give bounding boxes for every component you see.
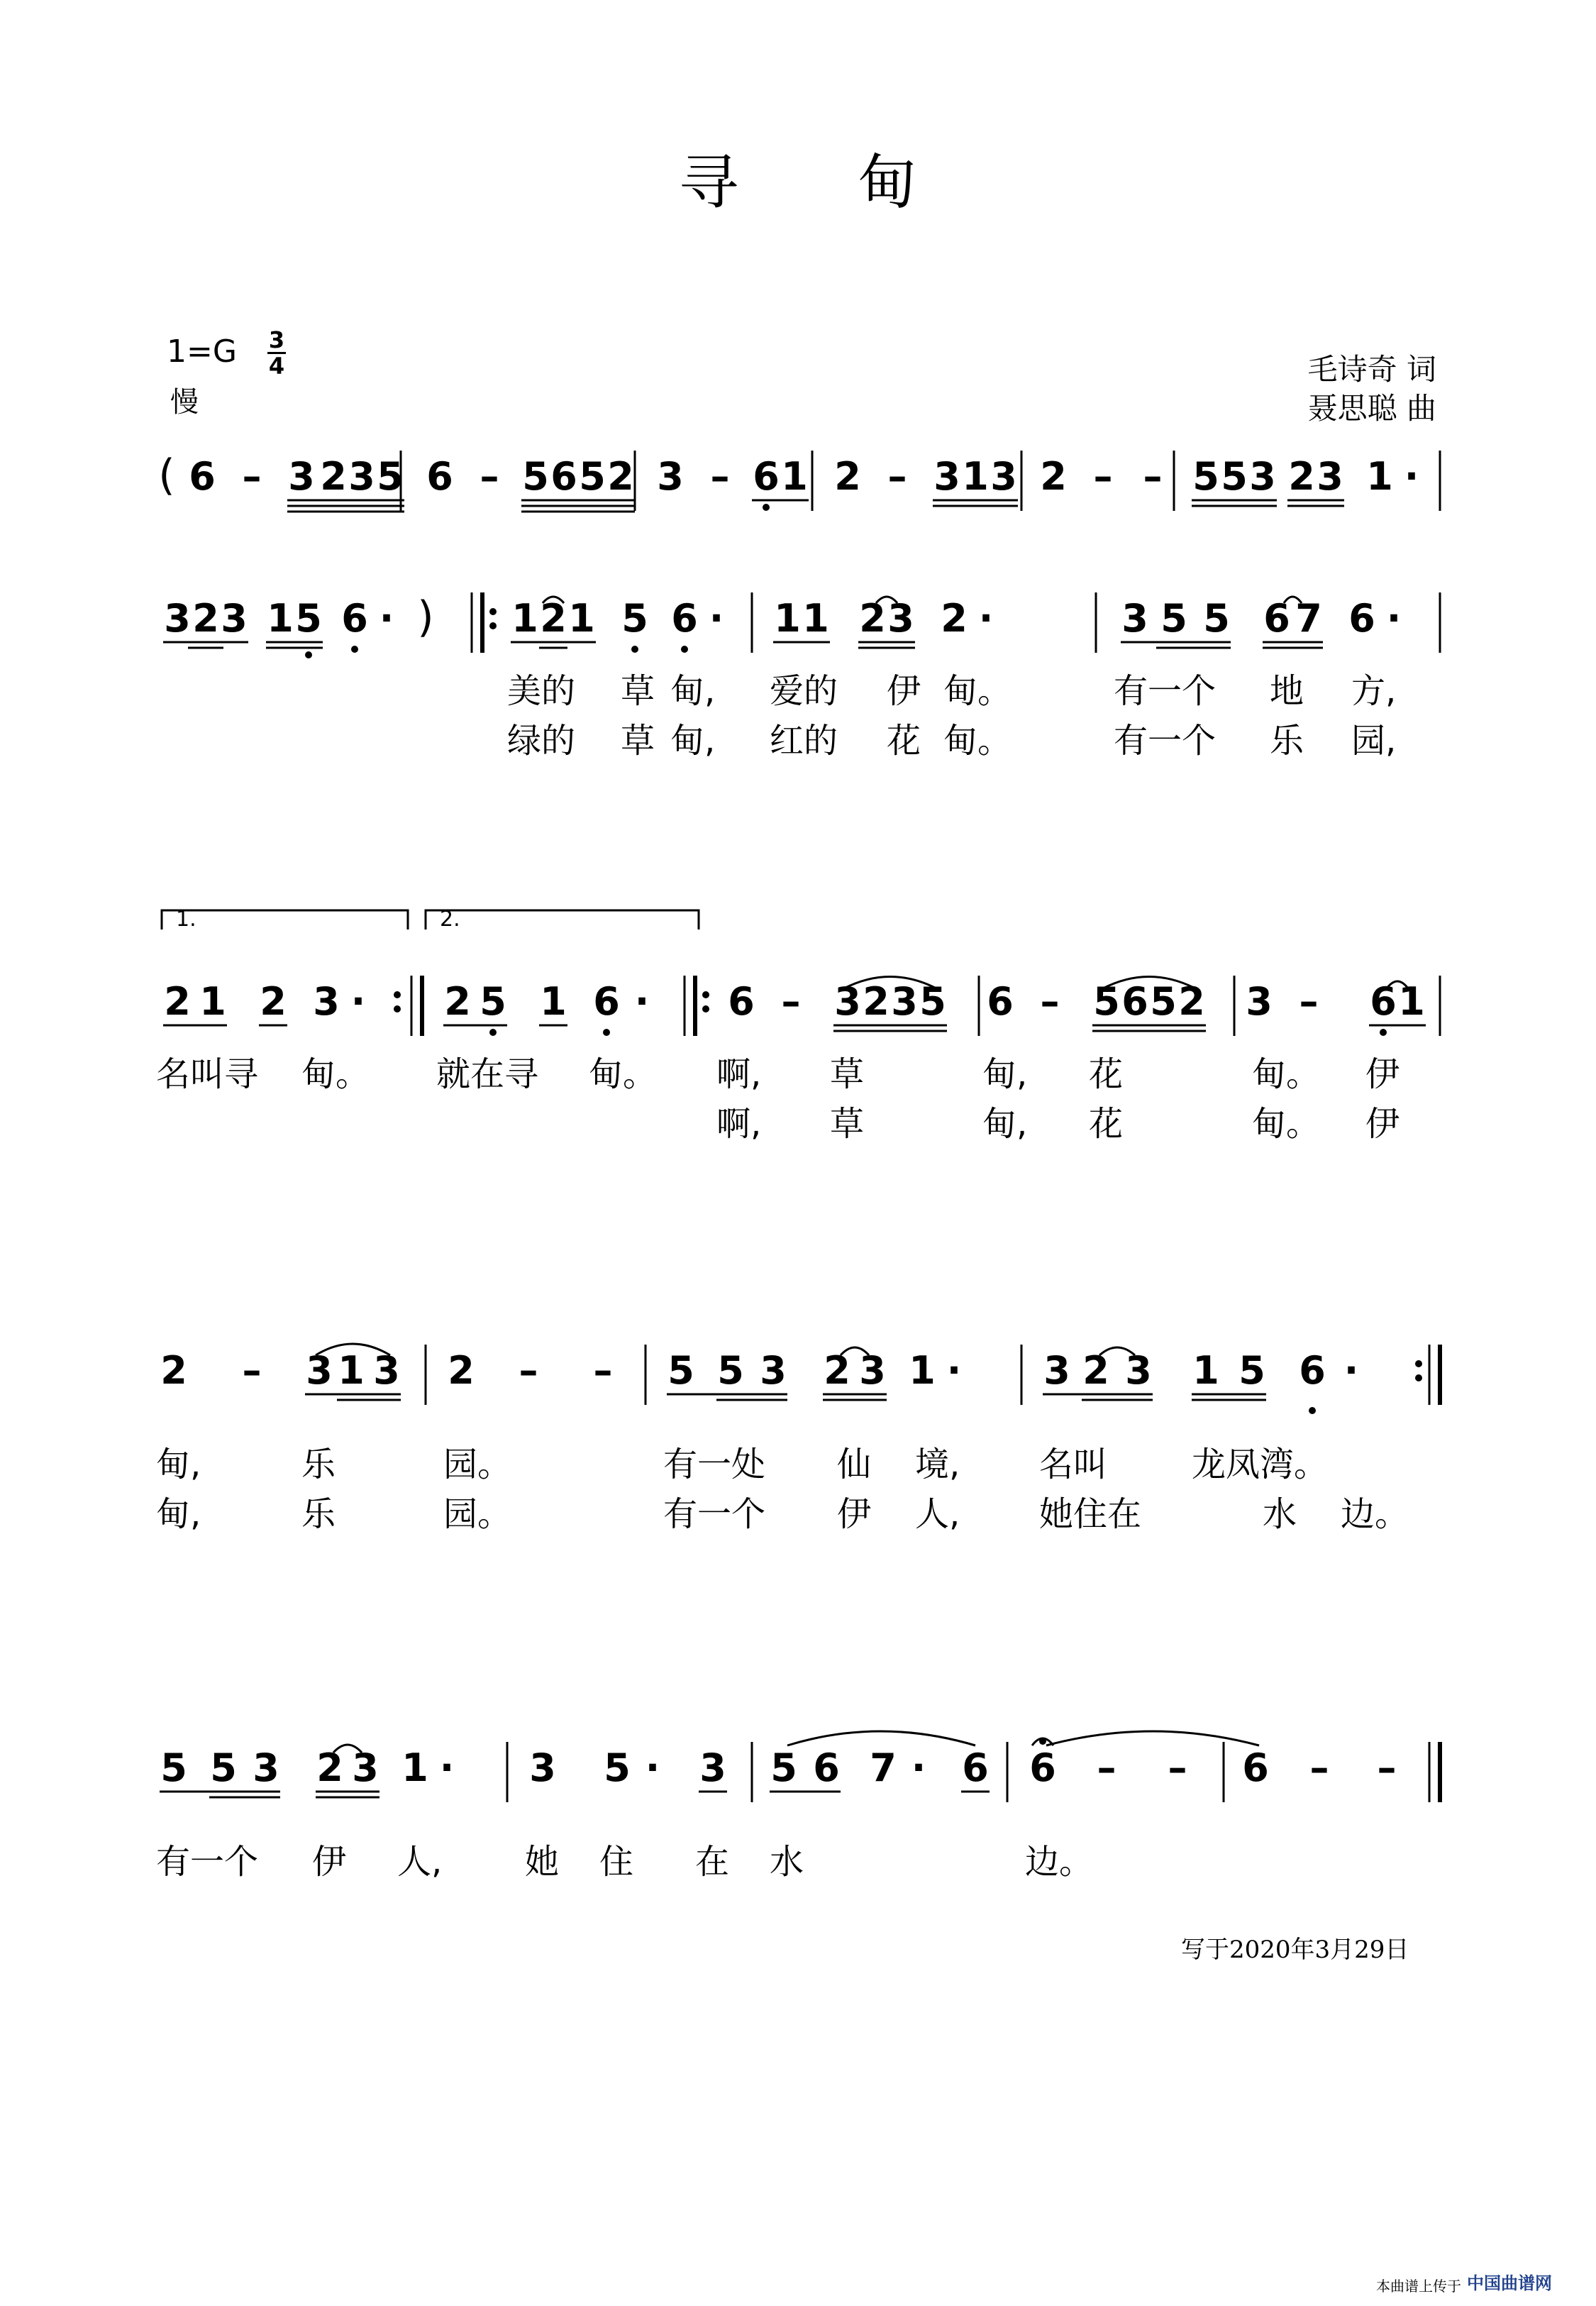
svg-text:5: 5 bbox=[770, 1745, 797, 1790]
staff-line-4 bbox=[0, 1313, 1596, 1419]
svg-text:6: 6 bbox=[550, 454, 577, 499]
svg-text:·: · bbox=[709, 596, 724, 641]
svg-text:3: 3 bbox=[657, 454, 684, 499]
svg-text:·: · bbox=[645, 1745, 660, 1790]
svg-text:3: 3 bbox=[221, 596, 248, 641]
svg-text:5: 5 bbox=[1093, 979, 1120, 1024]
svg-text:1: 1 bbox=[909, 1348, 936, 1393]
lyricist-credit: 毛诗奇 词 bbox=[1307, 352, 1436, 387]
svg-text:6: 6 bbox=[1242, 1745, 1269, 1790]
lyrics-line-3-verse-2: 啊, 草 甸, 花 甸。 伊 bbox=[716, 1104, 1400, 1144]
svg-text:2: 2 bbox=[260, 979, 287, 1024]
svg-text:–: – bbox=[1309, 1745, 1329, 1790]
svg-text:2: 2 bbox=[316, 1745, 343, 1790]
lyrics-line-3-verse-1: 名叫寻 甸。 就在寻 甸。 啊, 草 甸, 花 甸。 伊 bbox=[156, 1054, 1400, 1094]
svg-text:3: 3 bbox=[1125, 1348, 1152, 1393]
svg-text:5: 5 bbox=[1203, 596, 1230, 641]
svg-text:2: 2 bbox=[1082, 1348, 1109, 1393]
svg-text:2: 2 bbox=[444, 979, 471, 1024]
svg-text:–: – bbox=[1168, 1745, 1187, 1790]
svg-text:1: 1 bbox=[1366, 454, 1393, 499]
svg-text:3: 3 bbox=[1121, 596, 1148, 641]
svg-text:–: – bbox=[242, 454, 262, 499]
svg-text:2: 2 bbox=[834, 454, 861, 499]
svg-text:7: 7 bbox=[1295, 596, 1322, 641]
notation-line-4 bbox=[0, 1313, 1596, 1455]
svg-text:1: 1 bbox=[199, 979, 226, 1024]
svg-text:5: 5 bbox=[1160, 596, 1187, 641]
svg-text:1: 1 bbox=[1398, 979, 1425, 1024]
svg-text:1: 1 bbox=[568, 596, 595, 641]
volta-1-label: 1. bbox=[176, 907, 196, 932]
svg-text:2: 2 bbox=[164, 979, 191, 1024]
svg-text:6: 6 bbox=[189, 454, 216, 499]
svg-text:3: 3 bbox=[891, 979, 918, 1024]
svg-text:2: 2 bbox=[320, 454, 347, 499]
svg-text:1: 1 bbox=[338, 1348, 365, 1393]
svg-text:–: – bbox=[1097, 1745, 1116, 1790]
svg-text:·: · bbox=[1343, 1348, 1359, 1393]
svg-text:5: 5 bbox=[295, 596, 322, 641]
svg-text:6: 6 bbox=[1299, 1348, 1326, 1393]
svg-text:2: 2 bbox=[160, 1348, 187, 1393]
svg-text:·: · bbox=[1386, 596, 1402, 641]
svg-text:–: – bbox=[1299, 979, 1319, 1024]
svg-text:2: 2 bbox=[859, 596, 886, 641]
svg-text:5: 5 bbox=[210, 1745, 237, 1790]
svg-text:3: 3 bbox=[990, 454, 1017, 499]
svg-text:(: ( bbox=[158, 451, 175, 500]
lyrics-line-5-verse-1: 有一个 伊 人, 她 住 在 水 边。 bbox=[156, 1842, 1094, 1882]
svg-text:3: 3 bbox=[887, 596, 914, 641]
composition-date: 写于2020年3月29日 bbox=[1181, 1936, 1409, 1964]
svg-text:–: – bbox=[242, 1348, 262, 1393]
svg-text:1: 1 bbox=[401, 1745, 428, 1790]
svg-text:5: 5 bbox=[522, 454, 549, 499]
svg-text:1: 1 bbox=[962, 454, 989, 499]
svg-text:–: – bbox=[1093, 454, 1113, 499]
svg-text:3: 3 bbox=[288, 454, 315, 499]
svg-text:5: 5 bbox=[1192, 454, 1219, 499]
svg-text:·: · bbox=[946, 1348, 962, 1393]
svg-text:1: 1 bbox=[774, 596, 801, 641]
time-signature: 3 4 bbox=[268, 326, 285, 380]
svg-text:6: 6 bbox=[1121, 979, 1148, 1024]
svg-text:2: 2 bbox=[1288, 454, 1315, 499]
svg-text:1: 1 bbox=[511, 596, 538, 641]
svg-text:2: 2 bbox=[1178, 979, 1205, 1024]
notation-line-5 bbox=[0, 1710, 1596, 1852]
svg-text:5: 5 bbox=[579, 454, 606, 499]
svg-text:3: 3 bbox=[253, 1745, 279, 1790]
svg-text:3: 3 bbox=[760, 1348, 787, 1393]
svg-text:–: – bbox=[1040, 979, 1060, 1024]
svg-text:3: 3 bbox=[1317, 454, 1343, 499]
svg-text:3: 3 bbox=[834, 979, 861, 1024]
svg-text:·: · bbox=[911, 1745, 926, 1790]
upload-note: 本曲谱上传于 bbox=[1376, 2278, 1461, 2295]
svg-text:5: 5 bbox=[621, 596, 648, 641]
staff-line-5 bbox=[0, 1710, 1596, 1816]
staff-line-1 bbox=[0, 440, 1596, 546]
svg-text:5: 5 bbox=[1238, 1348, 1265, 1393]
notation-line-3 bbox=[0, 898, 1596, 1039]
song-title: 寻 甸 bbox=[678, 148, 917, 217]
svg-text:2: 2 bbox=[941, 596, 968, 641]
svg-text:5: 5 bbox=[160, 1745, 187, 1790]
svg-text:2: 2 bbox=[540, 596, 567, 641]
svg-text:6: 6 bbox=[962, 1745, 989, 1790]
svg-text:·: · bbox=[1404, 454, 1419, 499]
svg-text:3: 3 bbox=[859, 1348, 886, 1393]
svg-text:5: 5 bbox=[480, 979, 506, 1024]
svg-text:): ) bbox=[417, 592, 434, 642]
tempo-marking: 慢 bbox=[170, 386, 199, 419]
svg-text:6: 6 bbox=[593, 979, 620, 1024]
svg-text:1: 1 bbox=[802, 596, 829, 641]
svg-text:–: – bbox=[1377, 1745, 1397, 1790]
svg-text:6: 6 bbox=[753, 454, 780, 499]
lyrics-line-2-verse-1: 美的 草 甸, 爱的 伊 甸。 有一个 地 方, bbox=[507, 671, 1397, 711]
svg-text:6: 6 bbox=[728, 979, 755, 1024]
svg-text:5: 5 bbox=[604, 1745, 631, 1790]
svg-text:6: 6 bbox=[671, 596, 698, 641]
svg-text:–: – bbox=[593, 1348, 613, 1393]
svg-text:3: 3 bbox=[1249, 454, 1276, 499]
svg-text:3: 3 bbox=[164, 596, 191, 641]
svg-text:–: – bbox=[519, 1348, 538, 1393]
svg-text:5: 5 bbox=[1150, 979, 1177, 1024]
svg-text:3: 3 bbox=[1043, 1348, 1070, 1393]
svg-text:6: 6 bbox=[1370, 979, 1397, 1024]
svg-text:6: 6 bbox=[341, 596, 368, 641]
svg-text:3: 3 bbox=[348, 454, 375, 499]
svg-text:·: · bbox=[350, 979, 366, 1024]
svg-text:3: 3 bbox=[933, 454, 960, 499]
svg-text:2: 2 bbox=[448, 1348, 475, 1393]
svg-text:6: 6 bbox=[987, 979, 1014, 1024]
lyrics-line-4-verse-1: 甸, 乐 园。 有一处 仙 境, 名叫 龙凤湾。 bbox=[156, 1445, 1329, 1484]
svg-text:5: 5 bbox=[919, 979, 946, 1024]
svg-text:6: 6 bbox=[1263, 596, 1290, 641]
svg-text:6: 6 bbox=[813, 1745, 840, 1790]
svg-text:3: 3 bbox=[313, 979, 340, 1024]
svg-text:·: · bbox=[634, 979, 650, 1024]
notation-line-1 bbox=[0, 440, 1596, 582]
svg-text:3: 3 bbox=[373, 1348, 400, 1393]
svg-text:3: 3 bbox=[699, 1745, 726, 1790]
svg-text:3: 3 bbox=[529, 1745, 556, 1790]
svg-text:3: 3 bbox=[1246, 979, 1273, 1024]
svg-text:–: – bbox=[781, 979, 801, 1024]
site-logo[interactable]: 中国曲谱网 bbox=[1467, 2273, 1552, 2293]
svg-text:1: 1 bbox=[781, 454, 808, 499]
svg-text:1: 1 bbox=[267, 596, 294, 641]
svg-text:5: 5 bbox=[667, 1348, 694, 1393]
svg-text:5: 5 bbox=[377, 454, 404, 499]
svg-text:6: 6 bbox=[1029, 1745, 1056, 1790]
svg-text:7: 7 bbox=[870, 1745, 897, 1790]
svg-text:6: 6 bbox=[426, 454, 453, 499]
svg-text:–: – bbox=[710, 454, 730, 499]
svg-text:6: 6 bbox=[1348, 596, 1375, 641]
svg-text:3: 3 bbox=[306, 1348, 333, 1393]
svg-text:1: 1 bbox=[540, 979, 567, 1024]
svg-text:2: 2 bbox=[607, 454, 634, 499]
svg-text:1: 1 bbox=[1192, 1348, 1219, 1393]
composer-credit: 聂思聪 曲 bbox=[1307, 391, 1436, 426]
svg-text:–: – bbox=[1143, 454, 1163, 499]
svg-text:–: – bbox=[887, 454, 907, 499]
svg-text:2: 2 bbox=[1040, 454, 1067, 499]
svg-text:5: 5 bbox=[717, 1348, 744, 1393]
svg-text:·: · bbox=[978, 596, 994, 641]
svg-text:·: · bbox=[439, 1745, 455, 1790]
svg-text:2: 2 bbox=[863, 979, 890, 1024]
svg-text:2: 2 bbox=[824, 1348, 850, 1393]
svg-text:2: 2 bbox=[192, 596, 219, 641]
lyrics-line-4-verse-2: 甸, 乐 园。 有一个 伊 人, 她住在 水 边。 bbox=[156, 1494, 1409, 1534]
svg-text:5: 5 bbox=[1221, 454, 1248, 499]
lyrics-line-2-verse-2: 绿的 草 甸, 红的 花 甸。 有一个 乐 园, bbox=[507, 721, 1397, 761]
volta-2-label: 2. bbox=[440, 907, 460, 932]
svg-text:3: 3 bbox=[352, 1745, 379, 1790]
svg-text:·: · bbox=[379, 596, 394, 641]
svg-text:–: – bbox=[480, 454, 499, 499]
key-signature: 1=G bbox=[167, 333, 237, 370]
